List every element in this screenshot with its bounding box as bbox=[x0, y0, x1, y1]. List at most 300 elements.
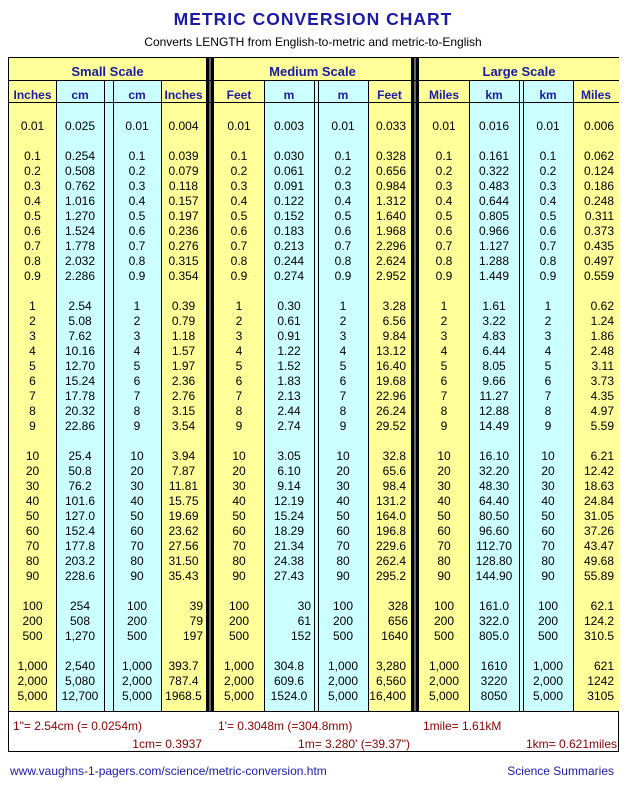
table-cell: 1 bbox=[440, 299, 448, 313]
table-cell: 0.9 bbox=[334, 269, 352, 283]
table-cell: 30 bbox=[437, 479, 451, 493]
table-cell: 11.81 bbox=[168, 479, 199, 493]
table-cell: 1.18 bbox=[171, 329, 196, 343]
table-cell: 124.2 bbox=[583, 614, 614, 628]
column-gap bbox=[104, 80, 113, 711]
table-cell: 112.70 bbox=[476, 539, 512, 553]
table-cell: 2 bbox=[133, 314, 141, 328]
table-cell: 1.52 bbox=[277, 359, 301, 373]
table-cell: 0.274 bbox=[273, 269, 305, 283]
table-cell: 65.6 bbox=[382, 464, 406, 478]
table-cell: 6 bbox=[339, 374, 347, 388]
table-cell: 90 bbox=[130, 569, 144, 583]
table-cell: 12.88 bbox=[478, 404, 510, 418]
table-cell: 200 bbox=[126, 614, 148, 628]
table-cell: 100 bbox=[332, 599, 354, 613]
grid-line bbox=[104, 80, 105, 711]
table-cell: 18.29 bbox=[273, 524, 305, 538]
table-cell: 20 bbox=[232, 464, 246, 478]
table-cell: 152.4 bbox=[64, 524, 96, 538]
table-cell: 3 bbox=[235, 329, 243, 343]
table-cell: 5,000 bbox=[428, 689, 460, 703]
table-cell: 9.66 bbox=[482, 374, 506, 388]
table-cell: 500 bbox=[433, 629, 455, 643]
table-cell: 0.9 bbox=[128, 269, 146, 283]
table-cell: 0.7 bbox=[435, 239, 453, 253]
table-cell: 0.984 bbox=[375, 179, 406, 193]
table-cell: 0.311 bbox=[584, 209, 614, 223]
table-cell: 1.24 bbox=[590, 314, 614, 328]
table-cell: 0.157 bbox=[168, 194, 199, 208]
table-cell: 2.952 bbox=[375, 269, 406, 283]
table-cell: 0.6 bbox=[539, 224, 557, 238]
table-cell: 8 bbox=[544, 404, 552, 418]
table-cell: 10 bbox=[232, 449, 246, 463]
table-cell: 1,000 bbox=[428, 659, 460, 673]
table-cell: 80 bbox=[541, 554, 555, 568]
table-cell: 5.59 bbox=[590, 419, 614, 433]
table-cell: 0.8 bbox=[128, 254, 146, 268]
column-header: m bbox=[283, 88, 295, 102]
table-cell: 1,000 bbox=[17, 659, 48, 673]
table-cell: 4.83 bbox=[482, 329, 506, 343]
table-cell: 0.4 bbox=[435, 194, 453, 208]
table-cell: 8 bbox=[339, 404, 347, 418]
table-cell: 12.70 bbox=[64, 359, 96, 373]
table-cell: 0.079 bbox=[168, 164, 199, 178]
table-cell: 0.91 bbox=[277, 329, 301, 343]
table-cell: 6,560 bbox=[375, 674, 406, 688]
table-cell: 0.213 bbox=[273, 239, 305, 253]
table-cell: 0.01 bbox=[227, 119, 251, 133]
table-cell: 7.87 bbox=[171, 464, 196, 478]
table-cell: 90 bbox=[437, 569, 451, 583]
table-cell: 0.3 bbox=[128, 179, 146, 193]
table-cell: 19.69 bbox=[168, 509, 199, 523]
table-cell: 15.24 bbox=[64, 374, 96, 388]
table-cell: 0.966 bbox=[478, 224, 510, 238]
table-cell: 64.40 bbox=[478, 494, 510, 508]
table-cell: 5,000 bbox=[532, 689, 564, 703]
table-cell: 96.60 bbox=[478, 524, 510, 538]
grid-line bbox=[314, 80, 315, 711]
table-cell: 14.49 bbox=[478, 419, 510, 433]
table-cell: 500 bbox=[22, 629, 43, 643]
table-cell: 0.354 bbox=[168, 269, 199, 283]
table-cell: 6 bbox=[29, 374, 36, 388]
table-cell: 200 bbox=[332, 614, 354, 628]
table-cell: 0.6 bbox=[128, 224, 146, 238]
table-cell: 1640 bbox=[381, 629, 408, 643]
source-url-link[interactable]: www.vaughns-1-pagers.com/science/metric-conversion.htm bbox=[10, 764, 327, 778]
table-cell: 5 bbox=[544, 359, 552, 373]
table-cell: 0.033 bbox=[375, 119, 406, 133]
table-cell: 0.39 bbox=[171, 299, 196, 313]
table-cell: 9 bbox=[544, 419, 552, 433]
table-cell: 76.2 bbox=[68, 479, 92, 493]
table-cell: 131.2 bbox=[375, 494, 406, 508]
table-cell: 0.79 bbox=[171, 314, 196, 328]
table-cell: 2,000 bbox=[532, 674, 564, 688]
table-cell: 1524.0 bbox=[270, 689, 308, 703]
page-subtitle: Converts LENGTH from English-to-metric and metric-to-English bbox=[144, 35, 482, 49]
column-header: Feet bbox=[377, 88, 402, 102]
table-cell: 0.9 bbox=[24, 269, 41, 283]
table-cell: 6 bbox=[133, 374, 141, 388]
group-title: Medium Scale bbox=[269, 64, 356, 79]
table-cell: 4 bbox=[544, 344, 552, 358]
table-cell: 229.6 bbox=[375, 539, 406, 553]
table-cell: 0.025 bbox=[64, 119, 96, 133]
table-cell: 203.2 bbox=[64, 554, 96, 568]
table-cell: 60 bbox=[541, 524, 555, 538]
table-cell: 0.9 bbox=[539, 269, 557, 283]
table-cell: 70 bbox=[25, 539, 40, 553]
table-cell: 100 bbox=[537, 599, 559, 613]
table-cell: 0.559 bbox=[583, 269, 614, 283]
table-cell: 0.5 bbox=[334, 209, 352, 223]
table-cell: 3 bbox=[440, 329, 448, 343]
table-cell: 20 bbox=[25, 464, 40, 478]
table-cell: 98.4 bbox=[382, 479, 406, 493]
table-cell: 4 bbox=[440, 344, 448, 358]
table-cell: 60 bbox=[130, 524, 144, 538]
table-cell: 9 bbox=[29, 419, 36, 433]
table-cell: 2,000 bbox=[17, 674, 48, 688]
table-cell: 1,000 bbox=[327, 659, 359, 673]
table-cell: 6 bbox=[544, 374, 552, 388]
table-cell: 62.1 bbox=[590, 599, 614, 613]
table-cell: 0.276 bbox=[168, 239, 199, 253]
table-cell: 0.006 bbox=[583, 119, 614, 133]
table-cell: 2.74 bbox=[277, 419, 301, 433]
table-cell: 228.6 bbox=[64, 569, 96, 583]
table-cell: 500 bbox=[537, 629, 559, 643]
table-cell: 0.01 bbox=[20, 119, 45, 133]
table-cell: 2.624 bbox=[375, 254, 406, 268]
table-cell: 49.68 bbox=[583, 554, 614, 568]
table-cell: 0.4 bbox=[334, 194, 352, 208]
table-cell: 0.091 bbox=[273, 179, 305, 193]
table-cell: 0.315 bbox=[168, 254, 199, 268]
table-cell: 8 bbox=[235, 404, 243, 418]
table-cell: 1.778 bbox=[64, 239, 96, 253]
table-cell: 7 bbox=[133, 389, 141, 403]
table-cell: 0.8 bbox=[539, 254, 557, 268]
table-cell: 9 bbox=[339, 419, 347, 433]
table-cell: 50 bbox=[541, 509, 555, 523]
table-cell: 3.54 bbox=[171, 419, 196, 433]
table-cell: 35.43 bbox=[168, 569, 199, 583]
column-header: Miles bbox=[580, 88, 611, 102]
table-cell: 0.30 bbox=[277, 299, 301, 313]
table-cell: 1610 bbox=[480, 659, 508, 673]
conversion-note: 1mile= 1.61kM bbox=[423, 719, 502, 733]
table-cell: 0.4 bbox=[539, 194, 557, 208]
table-cell: 9 bbox=[235, 419, 243, 433]
table-cell: 1242 bbox=[587, 674, 614, 688]
table-cell: 500 bbox=[126, 629, 148, 643]
table-cell: 11.27 bbox=[479, 389, 509, 403]
table-cell: 30 bbox=[25, 479, 40, 493]
table-cell: 100 bbox=[228, 599, 250, 613]
table-cell: 0.644 bbox=[478, 194, 510, 208]
conversion-note: 1'= 0.3048m (=304.8mm) bbox=[218, 719, 353, 733]
table-cell: 0.030 bbox=[273, 149, 305, 163]
table-cell: 79 bbox=[189, 614, 203, 628]
table-cell: 0.7 bbox=[230, 239, 248, 253]
table-cell: 70 bbox=[130, 539, 144, 553]
table-cell: 0.762 bbox=[64, 179, 96, 193]
table-cell: 5 bbox=[235, 359, 243, 373]
table-cell: 1.83 bbox=[277, 374, 301, 388]
table-cell: 20 bbox=[130, 464, 144, 478]
table-cell: 0.2 bbox=[128, 164, 146, 178]
table-cell: 0.2 bbox=[230, 164, 248, 178]
table-cell: 2 bbox=[544, 314, 552, 328]
group-title: Small Scale bbox=[71, 64, 144, 79]
table-cell: 0.7 bbox=[334, 239, 352, 253]
table-cell: 80 bbox=[232, 554, 246, 568]
brand-label: Science Summaries bbox=[507, 764, 614, 778]
table-cell: 2,000 bbox=[223, 674, 255, 688]
table-cell: 0.01 bbox=[125, 119, 149, 133]
table-cell: 2.296 bbox=[375, 239, 406, 253]
group-divider bbox=[206, 58, 214, 711]
table-cell: 12.42 bbox=[583, 464, 614, 478]
table-cell: 80 bbox=[25, 554, 40, 568]
table-cell: 1.127 bbox=[478, 239, 510, 253]
table-cell: 5 bbox=[440, 359, 448, 373]
table-cell: 0.62 bbox=[590, 299, 614, 313]
table-cell: 1.270 bbox=[64, 209, 96, 223]
table-cell: 8.05 bbox=[482, 359, 506, 373]
table-cell: 0.2 bbox=[334, 164, 352, 178]
table-cell: 30 bbox=[336, 479, 350, 493]
table-cell: 0.122 bbox=[273, 194, 305, 208]
table-cell: 1 bbox=[133, 299, 141, 313]
table-cell: 196.8 bbox=[375, 524, 406, 538]
table-cell: 0.7 bbox=[128, 239, 146, 253]
table-cell: 0.656 bbox=[375, 164, 406, 178]
table-cell: 0.01 bbox=[432, 119, 456, 133]
table-cell: 37.26 bbox=[583, 524, 614, 538]
table-cell: 0.1 bbox=[230, 149, 248, 163]
table-cell: 3 bbox=[29, 329, 36, 343]
table-cell: 60 bbox=[336, 524, 350, 538]
table-cell: 31.50 bbox=[168, 554, 199, 568]
table-cell: 787.4 bbox=[168, 674, 199, 688]
table-cell: 0.3 bbox=[334, 179, 352, 193]
table-cell: 32.20 bbox=[478, 464, 510, 478]
table-cell: 0.6 bbox=[334, 224, 352, 238]
table-cell: 3.05 bbox=[277, 449, 301, 463]
table-cell: 0.508 bbox=[64, 164, 96, 178]
table-cell: 5 bbox=[133, 359, 141, 373]
conversion-note: 1km= 0.621miles bbox=[525, 737, 617, 751]
table-cell: 2.13 bbox=[277, 389, 301, 403]
table-cell: 1.86 bbox=[590, 329, 614, 343]
grid-line bbox=[519, 80, 520, 711]
table-cell: 0.9 bbox=[435, 269, 453, 283]
table-cell: 40 bbox=[336, 494, 350, 508]
table-cell: 4.35 bbox=[590, 389, 614, 403]
table-cell: 40 bbox=[25, 494, 40, 508]
table-cell: 50 bbox=[437, 509, 451, 523]
table-cell: 2.48 bbox=[590, 344, 614, 358]
table-cell: 5.08 bbox=[68, 314, 92, 328]
column-header: m bbox=[337, 88, 349, 102]
table-cell: 254 bbox=[69, 599, 91, 613]
table-cell: 21.34 bbox=[273, 539, 305, 553]
page-title: METRIC CONVERSION CHART bbox=[173, 9, 453, 29]
table-cell: 1.968 bbox=[375, 224, 406, 238]
table-cell: 5,080 bbox=[64, 674, 96, 688]
table-cell: 4 bbox=[235, 344, 243, 358]
table-cell: 164.0 bbox=[375, 509, 406, 523]
table-cell: 322.0 bbox=[478, 614, 510, 628]
column-header: Inches bbox=[13, 88, 52, 102]
table-cell: 20 bbox=[437, 464, 451, 478]
table-cell: 0.7 bbox=[24, 239, 41, 253]
table-cell: 2,540 bbox=[64, 659, 96, 673]
table-cell: 197 bbox=[182, 629, 203, 643]
table-cell: 0.2 bbox=[24, 164, 41, 178]
table-cell: 100 bbox=[22, 599, 43, 613]
table-cell: 7 bbox=[29, 389, 36, 403]
table-cell: 3 bbox=[339, 329, 347, 343]
table-cell: 1.312 bbox=[375, 194, 406, 208]
table-cell: 0.4 bbox=[128, 194, 146, 208]
table-cell: 1968.5 bbox=[165, 689, 202, 703]
table-cell: 0.1 bbox=[539, 149, 557, 163]
table-cell: 8 bbox=[133, 404, 141, 418]
conversion-table bbox=[8, 57, 619, 752]
table-cell: 1,000 bbox=[532, 659, 564, 673]
table-cell: 2 bbox=[29, 314, 36, 328]
table-cell: 0.8 bbox=[24, 254, 41, 268]
table-cell: 2.032 bbox=[64, 254, 96, 268]
table-cell: 100 bbox=[126, 599, 148, 613]
table-cell: 27.56 bbox=[168, 539, 199, 553]
table-cell: 70 bbox=[232, 539, 246, 553]
table-cell: 0.6 bbox=[435, 224, 453, 238]
table-cell: 101.6 bbox=[64, 494, 96, 508]
table-cell: 29.52 bbox=[375, 419, 406, 433]
table-cell: 3.94 bbox=[171, 449, 196, 463]
table-cell: 2,000 bbox=[428, 674, 460, 688]
table-cell: 2 bbox=[235, 314, 243, 328]
table-cell: 6 bbox=[440, 374, 448, 388]
table-cell: 1 bbox=[29, 299, 36, 313]
table-cell: 10 bbox=[437, 449, 451, 463]
table-cell: 310.5 bbox=[583, 629, 614, 643]
table-cell: 30 bbox=[130, 479, 144, 493]
table-cell: 50 bbox=[25, 509, 40, 523]
table-cell: 0.1 bbox=[128, 149, 146, 163]
table-cell: 27.43 bbox=[273, 569, 305, 583]
table-cell: 2.76 bbox=[171, 389, 196, 403]
table-cell: 3220 bbox=[480, 674, 508, 688]
table-cell: 5,000 bbox=[327, 689, 359, 703]
table-cell: 8050 bbox=[480, 689, 508, 703]
table-cell: 7 bbox=[235, 389, 243, 403]
table-cell: 0.373 bbox=[583, 224, 614, 238]
table-cell: 26.24 bbox=[375, 404, 406, 418]
table-cell: 3,280 bbox=[375, 659, 406, 673]
table-cell: 32.8 bbox=[382, 449, 406, 463]
table-cell: 0.248 bbox=[583, 194, 614, 208]
column-header: cm bbox=[128, 88, 146, 102]
table-cell: 12,700 bbox=[61, 689, 99, 703]
table-cell: 25.4 bbox=[68, 449, 92, 463]
table-cell: 50.8 bbox=[68, 464, 92, 478]
conversion-note: 1"= 2.54cm (= 0.0254m) bbox=[13, 719, 142, 733]
table-cell: 13.12 bbox=[375, 344, 406, 358]
table-cell: 2.54 bbox=[68, 299, 92, 313]
table-cell: 18.63 bbox=[583, 479, 614, 493]
table-cell: 7 bbox=[339, 389, 347, 403]
table-cell: 0.6 bbox=[230, 224, 248, 238]
table-cell: 0.186 bbox=[583, 179, 614, 193]
table-cell: 1 bbox=[544, 299, 552, 313]
table-cell: 30 bbox=[297, 599, 311, 613]
table-cell: 3105 bbox=[587, 689, 614, 703]
table-cell: 6.44 bbox=[482, 344, 506, 358]
table-cell: 0.003 bbox=[273, 119, 305, 133]
table-cell: 24.84 bbox=[583, 494, 614, 508]
table-cell: 60 bbox=[437, 524, 451, 538]
table-cell: 1.288 bbox=[478, 254, 510, 268]
table-cell: 1.016 bbox=[64, 194, 96, 208]
table-cell: 508 bbox=[69, 614, 91, 628]
table-cell: 621 bbox=[593, 659, 614, 673]
table-cell: 3.11 bbox=[591, 359, 614, 373]
table-cell: 2 bbox=[339, 314, 347, 328]
table-cell: 5,000 bbox=[17, 689, 48, 703]
table-cell: 0.8 bbox=[230, 254, 248, 268]
table-cell: 0.01 bbox=[536, 119, 560, 133]
table-cell: 295.2 bbox=[375, 569, 406, 583]
table-cell: 1 bbox=[235, 299, 243, 313]
conversion-note: 1m= 3.280' (=39.37") bbox=[298, 737, 410, 751]
table-cell: 17.78 bbox=[64, 389, 96, 403]
table-cell: 0.197 bbox=[168, 209, 199, 223]
column-header: Feet bbox=[226, 88, 252, 102]
table-cell: 6 bbox=[235, 374, 243, 388]
table-cell: 9 bbox=[133, 419, 141, 433]
table-cell: 90 bbox=[232, 569, 246, 583]
table-cell: 1.640 bbox=[375, 209, 406, 223]
table-cell: 5,000 bbox=[223, 689, 255, 703]
table-cell: 5,000 bbox=[121, 689, 153, 703]
table-cell: 0.3 bbox=[539, 179, 557, 193]
group-divider bbox=[411, 58, 419, 711]
table-cell: 43.47 bbox=[583, 539, 614, 553]
table-cell: 50 bbox=[130, 509, 144, 523]
table-cell: 90 bbox=[25, 569, 40, 583]
table-cell: 60 bbox=[232, 524, 246, 538]
table-cell: 24.38 bbox=[273, 554, 305, 568]
table-cell: 15.24 bbox=[273, 509, 305, 523]
table-cell: 0.8 bbox=[435, 254, 453, 268]
table-cell: 22.96 bbox=[375, 389, 406, 403]
table-cell: 0.8 bbox=[334, 254, 352, 268]
table-cell: 80 bbox=[437, 554, 451, 568]
table-cell: 3 bbox=[133, 329, 141, 343]
table-cell: 0.3 bbox=[230, 179, 248, 193]
table-cell: 0.4 bbox=[230, 194, 248, 208]
